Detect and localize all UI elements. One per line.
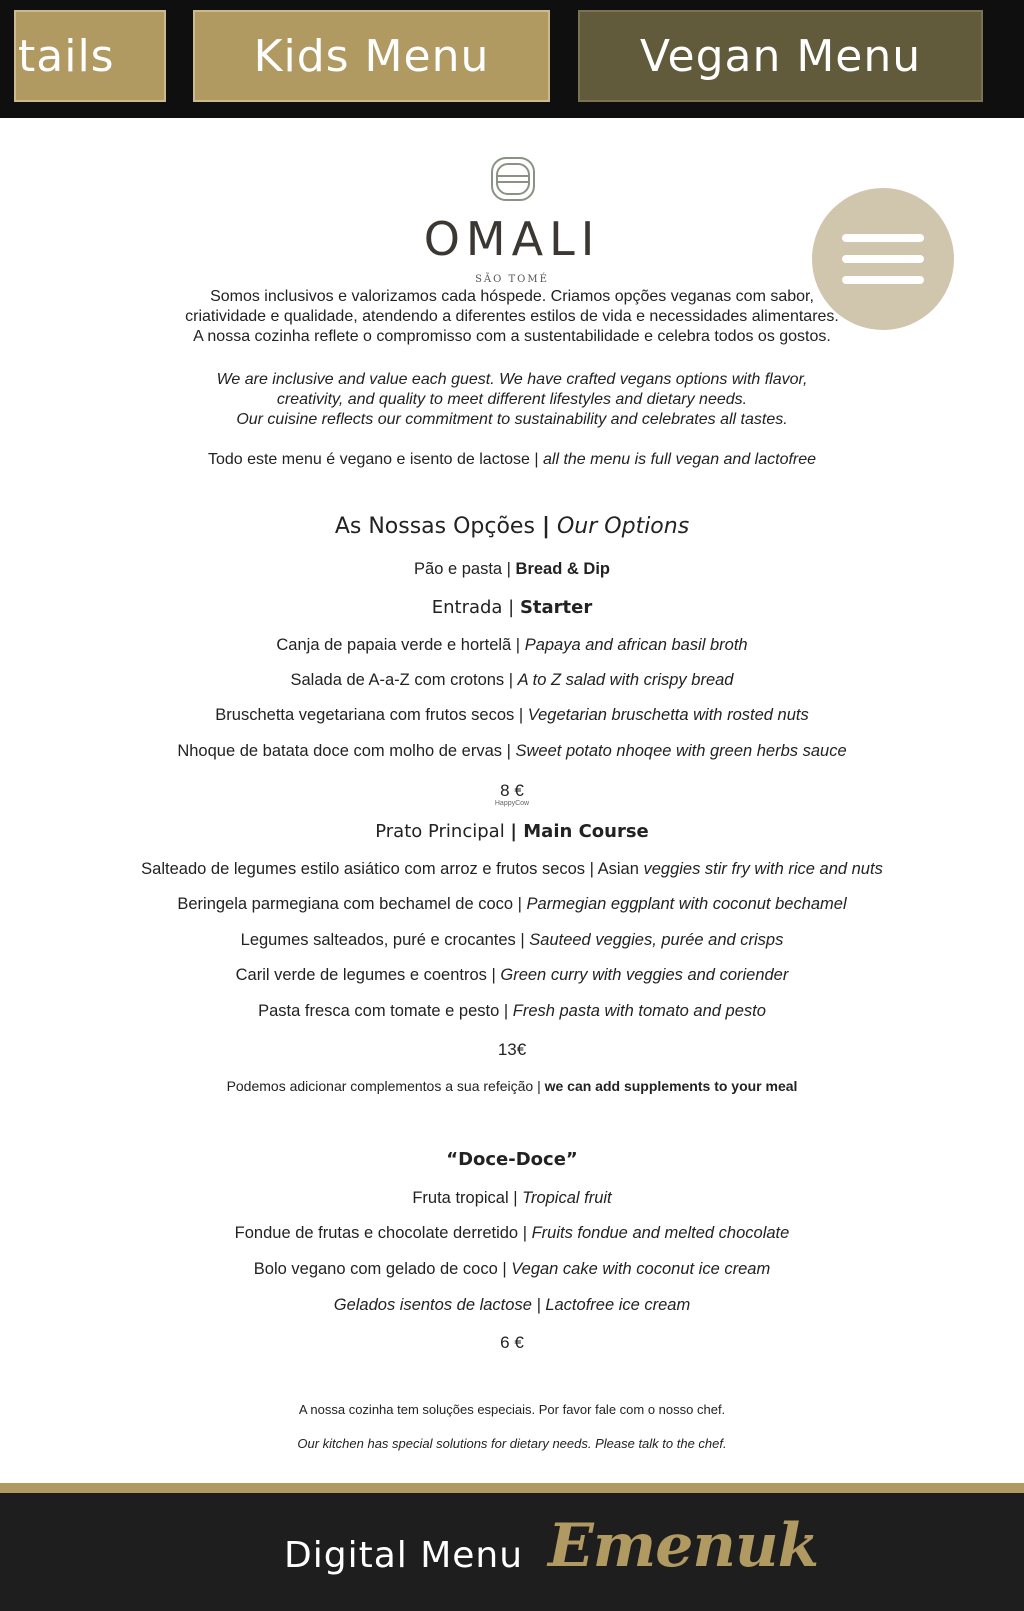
tab-kids-menu[interactable] [193, 10, 550, 102]
kitchen-note-pt: A nossa cozinha tem soluções especiais. Por favor fale com o nosso chef. [298, 1402, 726, 1417]
main-item-en: Fresh pasta with tomato and pesto [512, 1002, 766, 1020]
happycow-watermark: HappyCow [494, 800, 530, 807]
intro-pt-line: criatividade e qualidade, atendendo a diferentes estilos de vida e necessidades alimentares. [185, 308, 839, 325]
bread-line [0, 560, 1024, 579]
category-tab-bar [0, 0, 1024, 118]
tab-details[interactable] [14, 10, 166, 102]
starter-item [0, 742, 1024, 761]
main-item-en: Sauteed veggies, purée and crisps [529, 931, 784, 949]
main-item-en: veggies stir fry with rice and nuts [643, 860, 883, 878]
main-item [0, 895, 1024, 914]
starter-item-en: Vegetarian bruschetta with rosted nuts [527, 706, 809, 724]
main-item [0, 1002, 1024, 1021]
vegan-note [0, 451, 1024, 469]
intro-pt-line: A nossa cozinha reflete o compromisso com a sustentabilidade e celebra todos os gostos. [193, 328, 831, 345]
dessert-item [0, 1224, 1024, 1243]
main-heading-en: | Main Course [510, 821, 649, 842]
supplements-note [0, 1078, 1024, 1094]
main-heading-pt: Prato Principal [375, 821, 511, 842]
restaurant-location: SÃO TOMÉ [475, 274, 549, 285]
dessert-heading-text: “Doce-Doce” [446, 1149, 578, 1170]
main-item-pt: Salteado de legumes estilo asiático com arroz e frutos secos | Asian [141, 860, 644, 878]
dessert-price: 6 € [500, 1333, 524, 1352]
starter-heading-en: Starter [519, 597, 593, 618]
main-item-en: Green curry with veggies and coriender [500, 966, 789, 984]
intro-en-line: Our cuisine reflects our commitment to sustainability and celebrates all tastes. [236, 411, 788, 428]
main-item-pt: Legumes salteados, puré e crocantes | [240, 931, 530, 949]
dessert-item-pt: Bolo vegano com gelado de coco | [253, 1260, 512, 1278]
supplements-pt: Podemos adicionar complementos a sua refeição | [226, 1078, 545, 1094]
main-item [0, 931, 1024, 950]
dessert-item-en: Tropical fruit [522, 1189, 612, 1207]
hamburger-menu-icon-bar [842, 255, 924, 263]
starter-item [0, 671, 1024, 690]
starter-item-pt: Nhoque de batata doce com molho de ervas | [177, 742, 516, 760]
dessert-item-en: Fruits fondue and melted chocolate [531, 1224, 790, 1242]
footer [0, 1493, 1024, 1611]
dessert-item [0, 1260, 1024, 1279]
dessert-item-pt: Fruta tropical | [412, 1189, 523, 1207]
intro-en-line: We are inclusive and value each guest. We have crafted vegans options with flavor, [216, 371, 808, 388]
starter-heading [0, 597, 1024, 618]
dessert-item-en: Vegan cake with coconut ice cream [511, 1260, 771, 1278]
starter-price: 8 € [500, 781, 524, 800]
starter-item-en: Sweet potato nhoqee with green herbs sauce [515, 742, 847, 760]
main-price: 13€ [497, 1040, 527, 1059]
starter-heading-pt: Entrada | [431, 597, 520, 618]
tab-kids-menu-label: Kids Menu [253, 30, 490, 82]
bread-pt: Pão e pasta | [414, 560, 516, 578]
starter-item-en: Papaya and african basil broth [524, 636, 748, 654]
tab-vegan-menu[interactable] [578, 10, 983, 102]
hamburger-menu-button[interactable] [812, 188, 954, 330]
intro-en-line: creativity, and quality to meet different lifestyles and dietary needs. [276, 391, 748, 408]
starter-item-pt: Bruschetta vegetariana com frutos secos | [215, 706, 528, 724]
starter-item-en: A to Z salad with crispy bread [517, 671, 734, 689]
starter-item [0, 636, 1024, 655]
emenuk-logo[interactable]: Emenuk [548, 1511, 819, 1581]
main-item [0, 966, 1024, 985]
omali-logo-icon [490, 156, 536, 202]
starter-item [0, 706, 1024, 725]
dessert-heading [0, 1149, 1024, 1170]
options-title-sep: | [541, 514, 550, 539]
dessert-item-pt: Fondue de frutas e chocolate derretido | [234, 1224, 532, 1242]
hamburger-menu-icon-bar [842, 276, 924, 284]
dessert-item-en: Lactofree ice cream [545, 1296, 691, 1314]
main-item-pt: Beringela parmegiana com bechamel de coco | [177, 895, 527, 913]
hamburger-menu-icon [842, 234, 924, 242]
options-title-en: Our Options [556, 514, 690, 539]
dessert-item [0, 1296, 1024, 1315]
tab-details-label: tails [18, 30, 115, 82]
intro-pt-line: Somos inclusivos e valorizamos cada hóspede. Criamos opções veganas com sabor, [210, 288, 814, 305]
main-item-en: Parmegian eggplant with coconut bechamel [526, 895, 847, 913]
dessert-item [0, 1189, 1024, 1208]
main-item-pt: Pasta fresca com tomate e pesto | [258, 1002, 513, 1020]
starter-item-pt: Canja de papaia verde e hortelã | [276, 636, 525, 654]
vegan-note-pt: Todo este menu é vegano e isento de lactose | [207, 451, 543, 468]
main-item [0, 860, 1024, 879]
dessert-item-pt: Gelados isentos de lactose | [333, 1296, 546, 1314]
main-course-heading [0, 821, 1024, 842]
options-title [0, 514, 1024, 539]
supplements-en: we can add supplements to your meal [544, 1078, 798, 1094]
main-item-pt: Caril verde de legumes e coentros | [235, 966, 501, 984]
digital-menu-label: Digital Menu [284, 1535, 524, 1576]
footer-divider [0, 1483, 1024, 1493]
tab-vegan-menu-label: Vegan Menu [639, 30, 922, 82]
bread-en: Bread & Dip [515, 560, 610, 578]
vegan-note-en: all the menu is full vegan and lactofree [542, 451, 817, 468]
starter-item-pt: Salada de A-a-Z com crotons | [290, 671, 518, 689]
kitchen-note-en: Our kitchen has special solutions for dietary needs. Please talk to the chef. [297, 1436, 727, 1451]
options-title-pt: As Nossas Opções [334, 514, 535, 539]
restaurant-name: OMALI [423, 212, 601, 266]
